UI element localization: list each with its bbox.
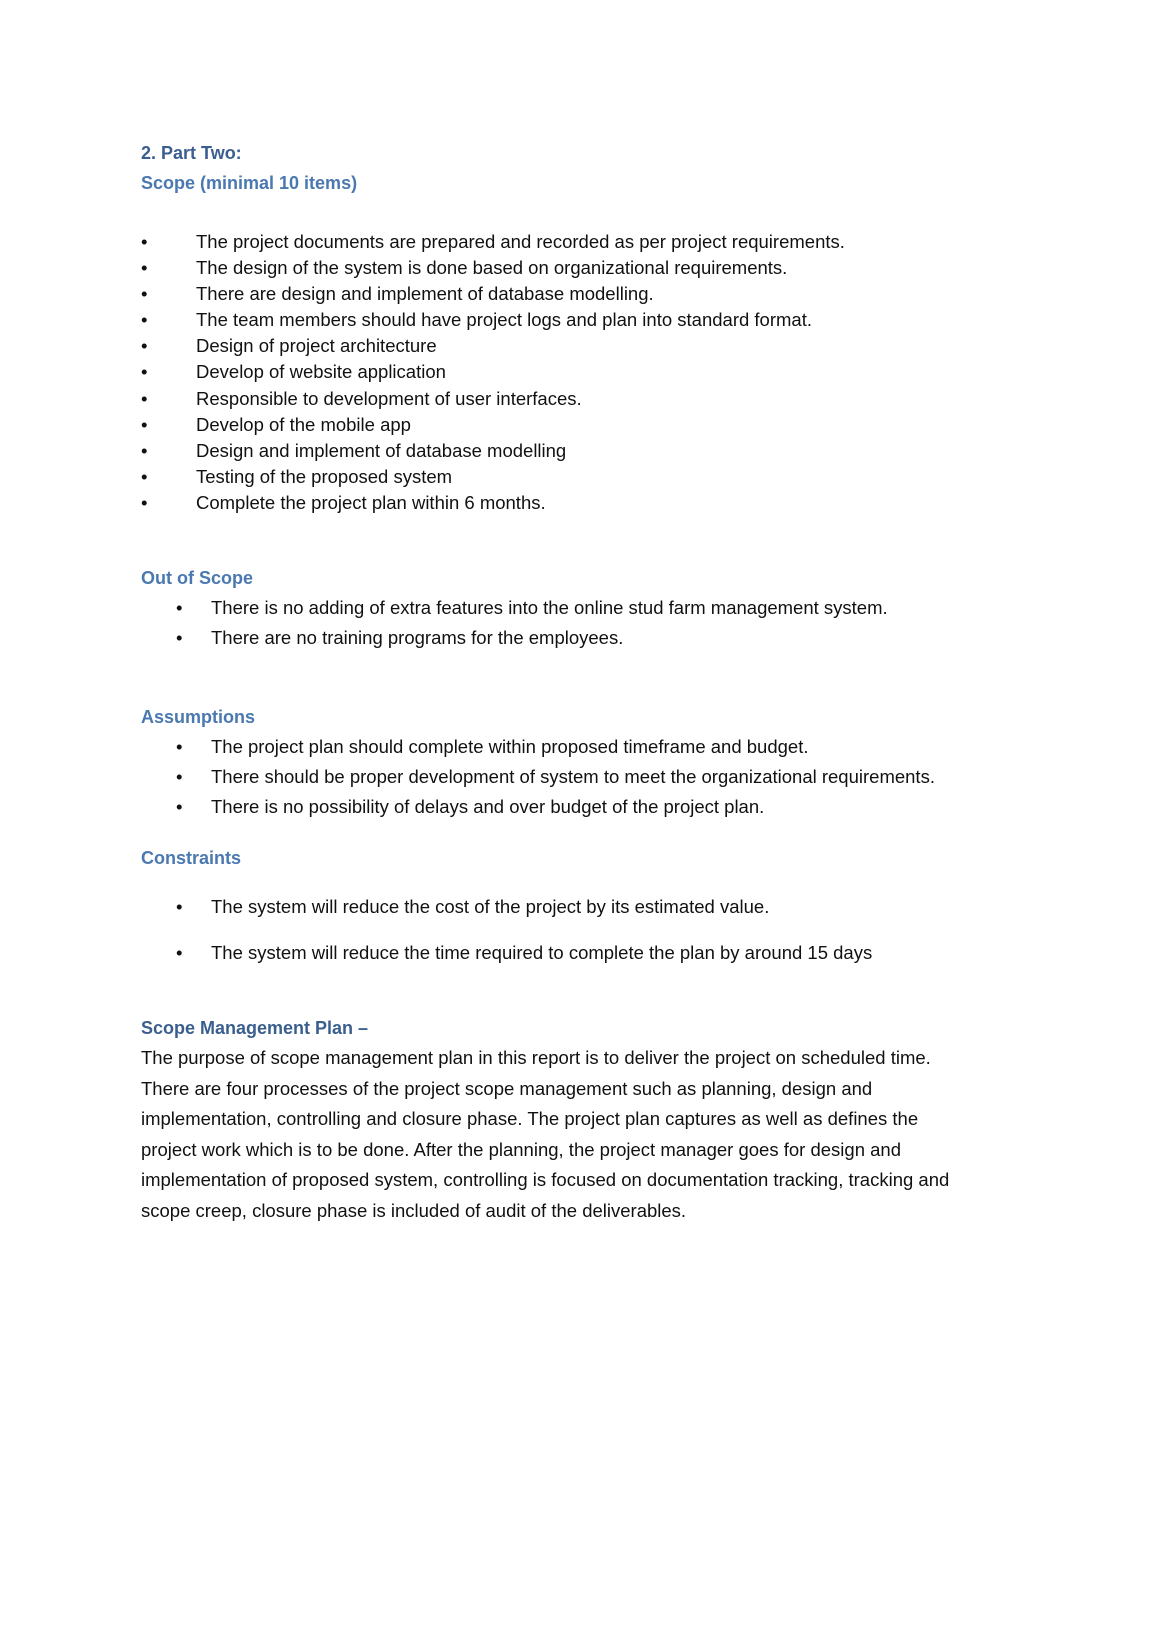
paragraph-line: The purpose of scope management plan in this report is to deliver the project on scheduled time. xyxy=(141,1047,931,1068)
bullet-icon: • xyxy=(176,896,183,917)
bullet-icon: • xyxy=(176,736,183,757)
bullet-icon: • xyxy=(141,231,148,252)
paragraph-line: project work which is to be done. After the planning, the project manager goes for design and xyxy=(141,1138,901,1160)
bullet-icon: • xyxy=(176,766,183,787)
paragraph-line: scope creep, closure phase is included of audit of the deliverables. xyxy=(141,1199,687,1221)
assumptions-heading: Assumptions xyxy=(141,707,256,727)
bullet-icon: • xyxy=(141,388,148,409)
bullet-icon: • xyxy=(141,414,148,435)
scope-heading: Scope (minimal 10 items) xyxy=(141,173,358,193)
paragraph-line: There are four processes of the project scope management such as planning, design and xyxy=(141,1077,873,1099)
bullet-icon: • xyxy=(176,796,183,817)
smp-heading: Scope Management Plan – xyxy=(141,1018,369,1038)
bullet-icon: • xyxy=(141,257,148,278)
paragraph-line: implementation, controlling and closure phase. The project plan captures as well as defines the xyxy=(141,1108,919,1129)
out-of-scope-heading: Out of Scope xyxy=(141,568,253,588)
bullet-icon: • xyxy=(176,942,183,963)
constraints-heading: Constraints xyxy=(141,848,242,868)
part-heading: 2. Part Two: xyxy=(141,143,242,163)
paragraph-line: implementation of proposed system, controlling is focused on documentation tracking, tracking and xyxy=(141,1169,950,1190)
bullet-icon: • xyxy=(141,361,148,382)
bullet-icon: • xyxy=(141,492,148,513)
bullet-icon: • xyxy=(141,335,148,356)
bullet-icon: • xyxy=(176,597,183,618)
bullet-icon: • xyxy=(141,440,148,461)
smp-paragraph xyxy=(141,1043,1021,1226)
bullet-icon: • xyxy=(141,309,148,330)
bullet-icon: • xyxy=(176,627,183,648)
bullet-icon: • xyxy=(141,466,148,487)
bullet-icon: • xyxy=(141,283,148,304)
